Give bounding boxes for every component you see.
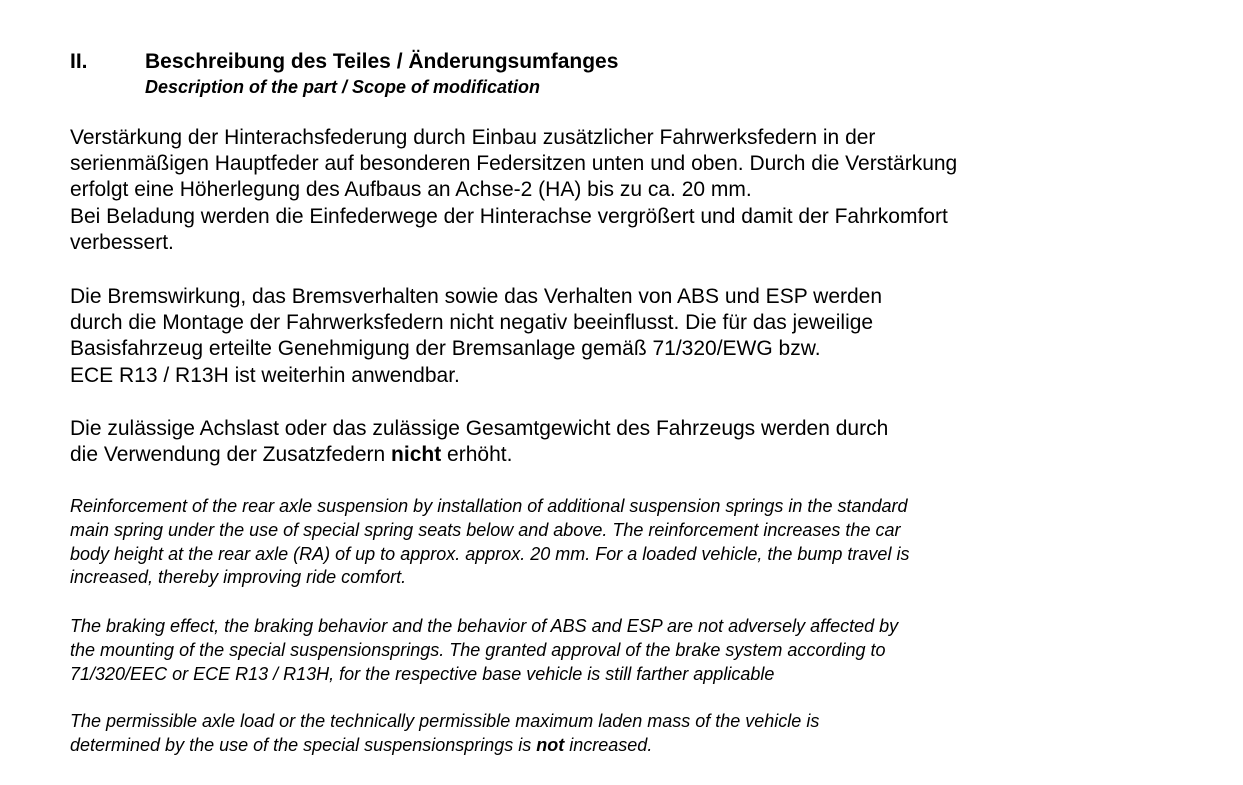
text-line: Reinforcement of the rear axle suspension by installation of additional suspension springs in the standard xyxy=(70,496,908,516)
emphasis-nicht: nicht xyxy=(391,443,442,467)
paragraph-en-brakes xyxy=(70,615,898,686)
paragraph-en-suspension xyxy=(70,495,909,590)
text-run: die Verwendung der Zusatzfedern xyxy=(70,443,392,467)
text-run: determined by the use of the special suspensionsprings is xyxy=(70,734,537,755)
text-line: Die Bremswirkung, das Bremsverhalten sowie das Verhalten von ABS und ESP werden xyxy=(70,285,883,308)
text-line: erfolgt eine Höherlegung des Aufbaus an Achse-2 (HA) bis zu ca. 20 mm. xyxy=(70,178,752,202)
emphasis-not: not xyxy=(536,734,565,755)
text-run: increased. xyxy=(564,734,653,755)
paragraph-de-axle-load xyxy=(70,416,888,468)
section-number: II. xyxy=(70,50,88,73)
text-line: Bei Beladung werden die Einfederwege der Hinterachse vergrößert und damit der Fahrkomfort xyxy=(70,204,948,228)
text-line: increased, thereby improving ride comfort. xyxy=(70,567,407,588)
text-line: the mounting of the special suspensionsprings. The granted approval of the brake system according to xyxy=(70,639,886,660)
section-subtitle: Description of the part / Scope of modification xyxy=(145,77,541,97)
paragraph-de-suspension xyxy=(70,125,957,256)
paragraph-en-axle-load xyxy=(70,710,819,758)
text-line: The braking effect, the braking behavior and the behavior of ABS and ESP are not adversely affected by xyxy=(70,616,899,636)
text-line: 71/320/EEC or ECE R13 / R13H, for the respective base vehicle is still farther applicable xyxy=(70,663,775,684)
text-line: ECE R13 / R13H ist weiterhin anwendbar. xyxy=(70,363,460,387)
text-line xyxy=(70,442,888,468)
text-line: serienmäßigen Hauptfeder auf besonderen Federsitzen unten und oben. Durch die Verstärkung xyxy=(70,152,958,176)
text-line xyxy=(70,734,819,758)
section-title: Beschreibung des Teiles / Änderungsumfanges xyxy=(145,50,619,73)
text-line: durch die Montage der Fahrwerksfedern nicht negativ beeinflusst. Die für das jeweilige xyxy=(70,311,874,335)
text-run: erhöht. xyxy=(441,443,513,467)
paragraph-de-brakes xyxy=(70,284,882,389)
text-line: The permissible axle load or the technically permissible maximum laden mass of the vehicle is xyxy=(70,711,820,731)
text-line: Verstärkung der Hinterachsfederung durch Einbau zusätzlicher Fahrwerksfedern in der xyxy=(70,126,876,149)
text-line: verbessert. xyxy=(70,230,174,254)
text-line: Die zulässige Achslast oder das zulässige Gesamtgewicht des Fahrzeugs werden durch xyxy=(70,417,889,440)
text-line: main spring under the use of special spring seats below and above. The reinforcement increases the car xyxy=(70,519,901,540)
text-line: body height at the rear axle (RA) of up to approx. approx. 20 mm. For a loaded vehicle, the bump travel is xyxy=(70,543,910,564)
text-line: Basisfahrzeug erteilte Genehmigung der Bremsanlage gemäß 71/320/EWG bzw. xyxy=(70,337,821,361)
